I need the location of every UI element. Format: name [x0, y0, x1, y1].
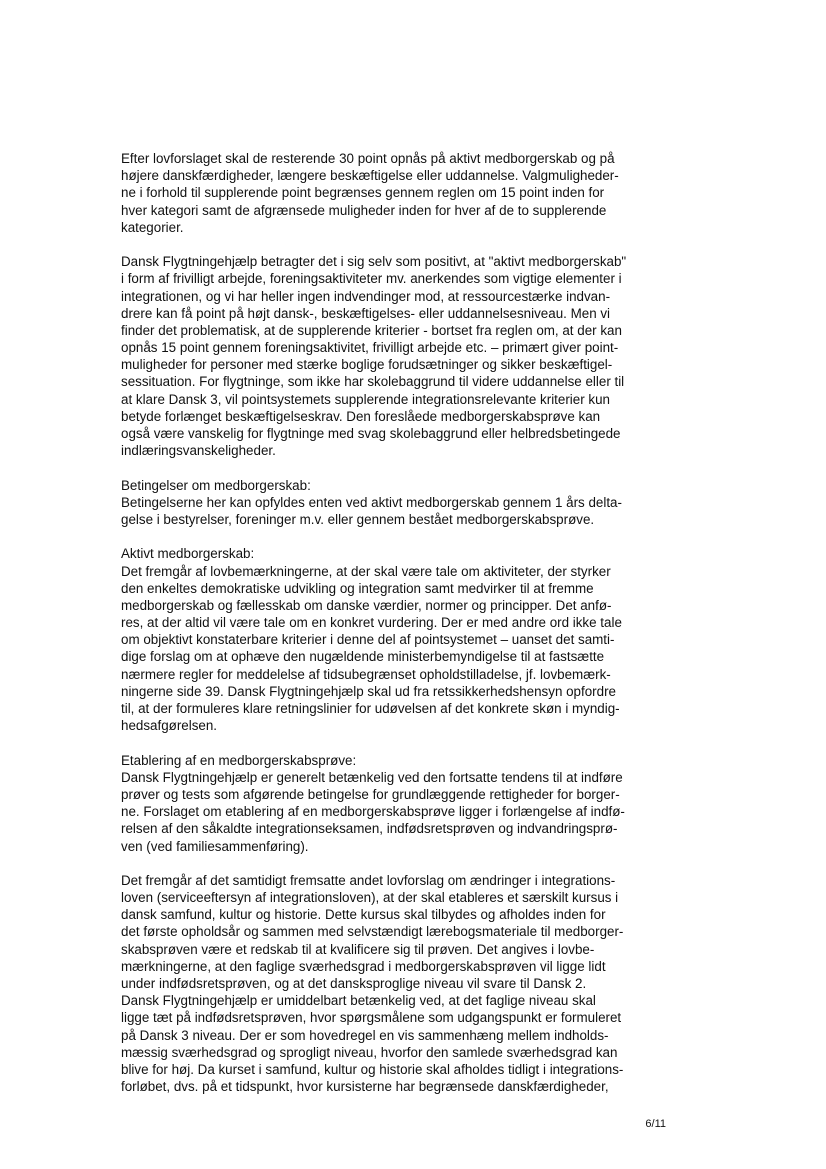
text-line: ningerne side 39. Dansk Flygtningehjælp skal ud fra retssikkerhedshensyn opfordre — [121, 683, 616, 699]
text-line: nærmere regler for meddelelse af tidsubegrænset opholdstilladelse, jf. lovbemærk- — [121, 666, 611, 682]
paragraph-spacer — [121, 734, 681, 751]
text-line: Dansk Flygtningehjælp er umiddelbart betænkelig ved, at det faglige niveau skal — [121, 993, 596, 1009]
paragraph-spacer — [121, 236, 681, 253]
text-line: mærkningerne, at den faglige sværhedsgrad i medborgerskabsprøven vil ligge lidt — [121, 958, 606, 974]
text-line: forløbet, dvs. på et tidspunkt, hvor kursisterne har begrænsede danskfærdigheder, — [121, 1079, 609, 1095]
text-line: Dansk Flygtningehjælp er generelt betænkelig ved den fortsatte tendens til at indføre — [121, 769, 623, 785]
page-number: 6/11 — [645, 1118, 666, 1130]
paragraph — [121, 150, 681, 236]
text-line: ne. Forslaget om etablering af en medborgerskabsprøve ligger i forlængelse af indfø- — [121, 804, 625, 820]
document-body — [121, 150, 681, 1095]
text-line: om objektivt konstaterbare kriterier i denne del af pointsystemet – uanset det samti- — [121, 632, 615, 648]
paragraph — [121, 752, 681, 855]
text-line: dansk samfund, kultur og historie. Dette kursus skal tilbydes og afholdes inden for — [121, 907, 606, 923]
text-line: Etablering af en medborgerskabsprøve: — [121, 752, 357, 768]
text-line: gelse i bestyrelser, foreninger m.v. eller gennem bestået medborgerskabsprøve. — [121, 511, 595, 527]
text-line: under indfødsretsprøven, og at det dansksproglige niveau vil svare til Dansk 2. — [121, 976, 587, 991]
paragraph — [121, 545, 681, 734]
text-line: Det fremgår af lovbemærkningerne, at der skal være tale om aktiviteter, der styrker — [121, 563, 611, 579]
text-line: ven (ved familiesammenføring). — [121, 838, 309, 854]
paragraph — [121, 477, 681, 529]
text-line: betyde forlænget beskæftigelseskrav. Den foreslåede medborgerskabsprøve kan — [121, 408, 601, 424]
text-line: prøver og tests som afgørende betingelse for grundlæggende rettigheder for borger- — [121, 786, 620, 802]
text-line: højere danskfærdigheder, længere beskæftigelse eller uddannelse. Valgmuligheder- — [121, 168, 619, 184]
text-line: Aktivt medborgerskab: — [121, 546, 255, 562]
text-line: drere kan få point på højt dansk-, beskæftigelses- eller uddannelsesniveau. Men vi — [121, 305, 611, 321]
text-line: dige forslag om at ophæve den nugældende ministerbemyndigelse til at fastsætte — [121, 649, 605, 665]
text-line: Det fremgår af det samtidigt fremsatte andet lovforslag om ændringer i integrations- — [121, 872, 616, 888]
text-line: den enkeltes demokratiske udvikling og integration samt medvirker til at fremme — [121, 580, 594, 596]
paragraph-spacer — [121, 528, 681, 545]
text-line: sessituation. For flygtninge, som ikke har skolebaggrund til videre uddannelse eller til — [121, 374, 625, 390]
text-line: på Dansk 3 niveau. Der er som hovedregel en vis sammenhæng mellem indholds- — [121, 1027, 609, 1043]
text-line: ligge tæt på indfødsretsprøven, hvor spørgsmålene som udgangspunkt er formuleret — [121, 1010, 622, 1026]
text-line: til, at der formuleres klare retningslinier for udøvelsen af det konkrete skøn i myndig- — [121, 701, 620, 716]
text-line: skabsprøven være et redskab til at kvalificere sig til prøven. Det angives i lovbe- — [121, 941, 595, 957]
text-line: finder det problematisk, at de supplerende kriterier - bortset fra reglen om, at der kan — [121, 322, 622, 338]
text-line: hedsafgørelsen. — [121, 718, 218, 734]
text-line: også være vanskelig for flygtninge med svag skolebaggrund eller helbredsbetingede — [121, 426, 621, 441]
text-line: blive for høj. Da kurset i samfund, kultur og historie skal afholdes tidligt i integrations- — [121, 1061, 624, 1077]
text-line: det første opholdsår og sammen med selvstændigt lærebogsmateriale til medborger- — [121, 924, 624, 940]
text-line: res, at der altid vil være tale om en konkret vurdering. Der er med andre ord ikke tale — [121, 615, 622, 631]
text-line: Betingelserne her kan opfyldes enten ved aktivt medborgerskab gennem 1 års delta- — [121, 494, 622, 510]
text-line: at klare Dansk 3, vil pointsystemets supplerende integrationsrelevante kriterier kun — [121, 391, 611, 407]
text-line: i form af frivilligt arbejde, foreningsaktiviteter mv. anerkendes som vigtige elementer i — [121, 271, 622, 287]
text-line: muligheder for personer med stærke boglige forudsætninger og sikker beskæftigel- — [121, 357, 613, 373]
text-line: ne i forhold til supplerende point begrænses gennem reglen om 15 point inden for — [121, 185, 605, 201]
paragraph — [121, 253, 681, 459]
text-line: integrationen, og vi har heller ingen indvendinger mod, at ressourcestærke indvan- — [121, 288, 611, 304]
text-line: mæssig sværhedsgrad og sprogligt niveau, hvorfor den samlede sværhedsgrad kan — [121, 1044, 618, 1060]
paragraph-spacer — [121, 459, 681, 476]
text-line: indlæringsvanskeligheder. — [121, 443, 276, 459]
text-line: kategorier. — [121, 219, 184, 235]
text-line: hver kategori samt de afgrænsede muligheder inden for hver af de to supplerende — [121, 202, 607, 218]
text-line: Efter lovforslaget skal de resterende 30 point opnås på aktivt medborgerskab og på — [121, 151, 615, 166]
text-line: Betingelser om medborgerskab: — [121, 477, 311, 493]
text-line: relsen af den såkaldte integrationseksamen, indfødsretsprøven og indvandringsprø- — [121, 821, 618, 837]
text-line: opnås 15 point gennem foreningsaktivitet, frivilligt arbejde etc. – primært giver point- — [121, 340, 619, 356]
text-line: medborgerskab og fællesskab om danske værdier, normer og principper. Det anfø- — [121, 597, 612, 613]
text-line: loven (serviceeftersyn af integrationsloven), at der skal etableres et særskilt kursus i — [121, 890, 619, 906]
paragraph — [121, 872, 681, 1095]
text-line: Dansk Flygtningehjælp betragter det i sig selv som positivt, at "aktivt medborgerskab" — [121, 254, 627, 270]
paragraph-spacer — [121, 855, 681, 872]
